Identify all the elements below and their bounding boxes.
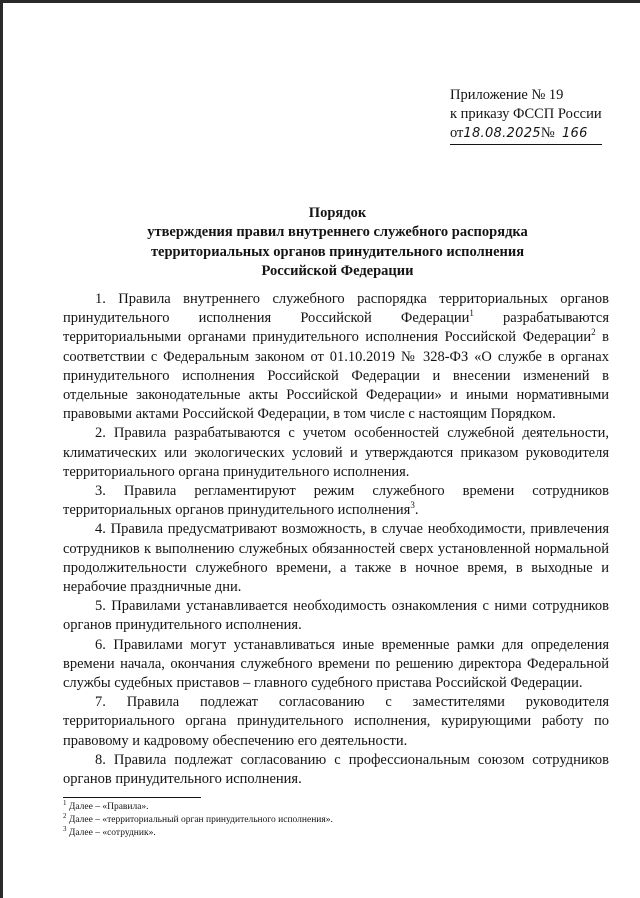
- paragraph-5: 5. Правилами устанавливается необходимость ознакомления с ними сотрудников органов принудительного исполнения.: [63, 598, 609, 634]
- page-edge-top: [0, 0, 640, 3]
- document-body: [63, 290, 609, 789]
- paragraph-4: 4. Правила предусматривают возможность, в случае необходимости, привлечения сотрудников к выполнению служебных обязанностей сверх установленной нормальной продолжительности служебного времени, а также в ночное время, в выходные и нерабочие праздничные дни.: [63, 521, 609, 596]
- order-date-handwritten: 18.08.2025: [463, 126, 541, 141]
- page-edge-left: [0, 0, 3, 898]
- appendix-line-1: Приложение № 19: [450, 87, 564, 103]
- footnote-1-text: Далее – «Правила».: [66, 802, 149, 812]
- footnote-3-text: Далее – «сотрудник».: [66, 828, 156, 838]
- appendix-line-2: к приказу ФССП России: [450, 106, 602, 122]
- paragraph-3-part-a: 3. Правила регламентируют режим служебного времени сотрудников территориальных органов принудительного исполнения: [63, 483, 609, 519]
- footnote-ref-1: 1: [469, 308, 474, 319]
- footnote-2-mark: 2: [63, 811, 67, 820]
- paragraph-1-part-a: 1. Правила внутреннего служебного распорядка территориальных органов принудительного исполнения Российской Федерации: [63, 291, 609, 327]
- title-line-1: Порядок: [308, 205, 367, 221]
- order-date-underline: [450, 124, 602, 145]
- footnote-3-mark: 3: [63, 824, 67, 833]
- footnote-1: [63, 798, 513, 814]
- document-title: [60, 204, 615, 281]
- order-number-handwritten: 166: [561, 126, 588, 141]
- footnotes: [63, 798, 513, 840]
- footnote-ref-3: 3: [410, 500, 415, 511]
- title-line-2: утверждения правил внутреннего служебного распорядка: [147, 224, 528, 241]
- title-line-3: территориальных органов принудительного исполнения: [150, 243, 525, 260]
- title-line-4: Российской Федерации: [261, 262, 414, 279]
- paragraph-8: 8. Правила подлежат согласованию с профессиональным союзом сотрудников органов принудительного исполнения.: [63, 751, 609, 788]
- paragraph-3-part-b: .: [414, 502, 419, 519]
- paragraph-7: 7. Правила подлежат согласованию с заместителями руководителя территориального органа принудительного исполнения, курирующими работу по правовому и кадровому обеспечению его деятельности.: [63, 694, 609, 749]
- footnote-3: [63, 824, 513, 840]
- appendix-date-line: [450, 124, 625, 145]
- paragraph-2: 2. Правила разрабатываются с учетом особенностей служебной деятельности, климатических или экологических условий и утверждаются приказом руководителя территориального органа принудительного исполнения.: [63, 425, 609, 480]
- order-date-prefix: от: [450, 125, 464, 141]
- paragraph-1-part-b: разрабатываются территориальными органами принудительного исполнения Российской Федерации: [63, 310, 609, 346]
- paragraph-1: [63, 290, 609, 424]
- footnote-2: [63, 811, 513, 827]
- paragraph-3: [63, 482, 609, 520]
- footnote-1-mark: 1: [63, 798, 67, 807]
- footnote-ref-2: 2: [591, 327, 596, 338]
- paragraph-1-part-c: в соответствии с Федеральным законом от 01.10.2019 № 328-ФЗ «О службе в органах принудительного исполнения Российской Федерации и внесении изменений в отдельные законодательные акты Российской Федерации» и иными нормативными правовыми актами Российской Федерации, в том числе с настоящим Порядком.: [63, 329, 609, 423]
- paragraph-6: 6. Правилами могут устанавливаться иные временные рамки для определения времени начала, окончания служебного времени по решению директора Федеральной службы судебных приставов – главного судебного пристава Российской Федерации.: [63, 636, 609, 692]
- order-number-sign: №: [540, 125, 555, 141]
- appendix-header: [450, 86, 625, 145]
- footnote-separator: [63, 797, 201, 798]
- footnote-2-text: Далее – «территориальный орган принудительного исполнения».: [66, 815, 333, 825]
